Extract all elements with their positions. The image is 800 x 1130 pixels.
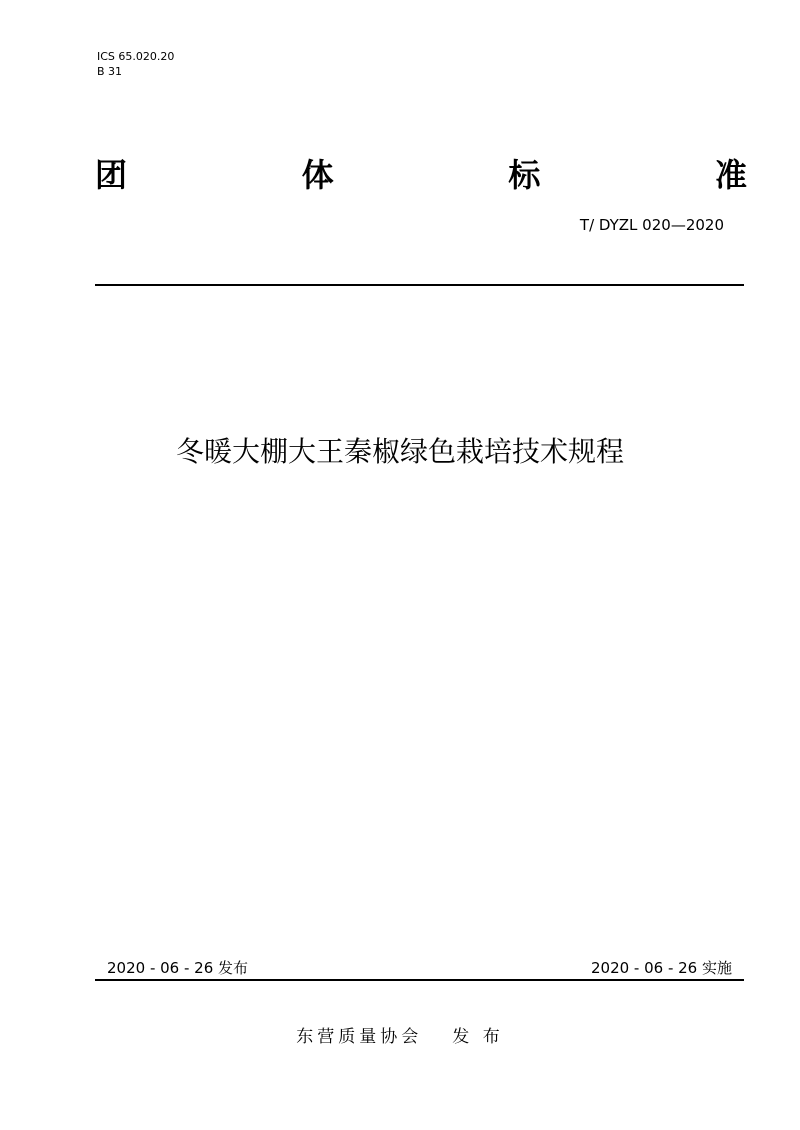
standard-type-char: 体 <box>301 156 334 194</box>
implement-date: 2020 - 06 - 26 实施 <box>590 959 732 977</box>
ics-code: ICS 65.020.20 <box>97 50 175 63</box>
standard-number: T/ DYZL 020—2020 <box>579 216 724 234</box>
date-row <box>95 957 744 979</box>
standard-type-char: 标 <box>508 156 541 194</box>
top-divider <box>95 284 744 286</box>
standard-type-char: 团 <box>95 156 128 194</box>
classification-codes <box>97 49 174 79</box>
bottom-divider <box>95 979 744 981</box>
publish-date: 2020 - 06 - 26 发布 <box>107 959 249 977</box>
document-title: 冬暖大棚大王秦椒绿色栽培技术规程 <box>175 435 624 468</box>
issue-label: 发 布 <box>452 1027 504 1047</box>
publisher-line <box>0 1022 800 1047</box>
standard-type-char: 准 <box>714 156 747 194</box>
issuer-name: 东营质量协会 <box>296 1027 423 1047</box>
ccs-code: B 31 <box>97 65 123 78</box>
standard-type-heading <box>95 154 747 196</box>
